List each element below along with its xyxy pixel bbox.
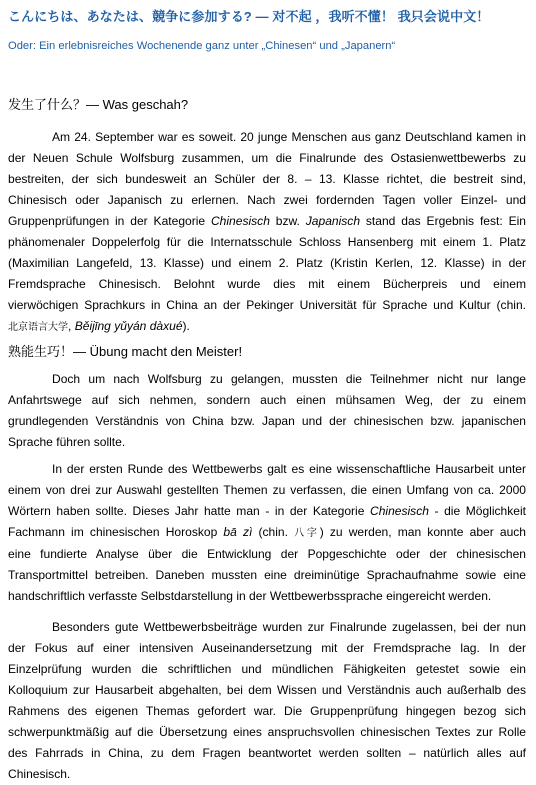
subtitle: Oder: Ein erlebnisreiches Wochenende ganz unter „Chinesen“ und „Japanern“ <box>8 40 396 52</box>
text-line: der Neuen Schule Wolfsburg zusammen, um die Finalrunde des Ostasienwettbewerbs zu <box>8 151 526 165</box>
text-line <box>8 211 526 232</box>
text-line: Chinesisch oder Japanisch zu erlernen. Nach zwei fordernden Tagen voller Einzel- und <box>8 193 526 207</box>
cjk-term: 北京语言大学 <box>8 322 68 333</box>
text-line: einem von drei zur Auswahl gestellten Themen zu verfassen, die einen Umfang von ca. 2000 <box>8 483 526 497</box>
text-run: Fachmann im chinesischen Horoskop <box>8 525 224 539</box>
text-run: (chin. <box>252 525 295 539</box>
text-line: Kolloquium zur Hausarbeit abgehalten, bei dem Wissen und Verständnis auch außerhalb des <box>8 683 526 697</box>
section-heading-uebung: 熟能生巧！— Übung macht den Meister! <box>8 344 243 359</box>
text-run: bzw. <box>269 214 306 228</box>
text-run: ). <box>182 319 190 333</box>
text-line: Sprache führen sollte. <box>8 435 126 449</box>
text-line: Chinesisch. <box>8 767 71 781</box>
text-line: phänomenaler Doppelerfolg für die Internatsschule Schloss Hansenberg mit einem 1. Platz <box>8 235 526 249</box>
paragraph-4 <box>8 617 526 785</box>
text-line <box>8 522 526 544</box>
pinyin-term: bā zì <box>223 525 253 539</box>
text-run: - die Möglichkeit <box>428 504 527 518</box>
text-run: Gruppenprüfungen in der Kategorie <box>8 214 211 228</box>
text-line: Anfahrtswege auf sich nehmen, sondern auch einen mühsamen Weg, der zu einem <box>8 393 526 407</box>
italic-term: Chinesisch <box>210 214 270 228</box>
text-line: In der ersten Runde des Wettbewerbs galt es eine wissenschaftliche Hausarbeit unter <box>52 462 526 476</box>
text-run: ) zu werden, man konnte aber auch <box>319 525 527 539</box>
text-line: (Maximilian Langefeld, 13. Klasse) und einem 2. Platz (Kristin Kerlen, 12. Klasse) in der <box>8 256 526 270</box>
pinyin-term: Běijīng yǔyán dàxué <box>74 319 183 333</box>
text-line: Besonders gute Wettbewerbsbeiträge wurden zur Finalrunde zugelassen, bei der nun <box>52 620 526 634</box>
text-line: Fremdsprache Chinesisch. Belohnt wurde dies mit einem Bücherpreis und einem <box>8 277 526 291</box>
section-heading-was-geschah: 发生了什么？— Was geschah? <box>8 97 189 112</box>
text-line: der Fokus auf einer intensiven Auseinandersetzung mit der Fremdsprache lag. In der <box>8 641 526 655</box>
text-line: bestreiten, der sich bundesweit an Schüler der 8. – 13. Klasse richtet, die bestreit sind, <box>8 172 526 186</box>
text-line: Rahmens des eigenen Themas gefordert war. Die Gruppenprüfung hingegen bezog sich <box>8 704 526 718</box>
italic-term: Chinesisch <box>370 504 429 518</box>
text-line: vierwöchigen Sprachkurs in China an der Pekinger Universität für Sprache und Kultur (chin. <box>8 298 526 312</box>
text-line: schwerpunktmäßig auf die Übersetzung eines anspruchsvollen chinesischen Textes zur Rolle <box>8 725 526 739</box>
text-line: grundlegenden Verständnis von China bzw. Japan und der chinesischen bzw. japanischen <box>8 414 526 428</box>
text-line: Transportmittel betreiben. Daneben mussten eine dreiminütige Sprachaufnahme sowie eine <box>8 568 526 582</box>
text-line: Am 24. September war es soweit. 20 junge Menschen aus ganz Deutschland kamen in <box>52 130 526 144</box>
paragraph-3 <box>8 459 526 607</box>
cjk-term: 八字 <box>294 528 320 539</box>
text-run: , <box>68 319 75 333</box>
text-line: Einzelprüfung wurden die schriftlichen und mündlichen Fähigkeiten getestet sowie ein <box>8 662 526 676</box>
text-line: Doch um nach Wolfsburg zu gelangen, mussten die Teilnehmer nicht nur lange <box>52 372 526 386</box>
text-line: des Fahrrads in China, zu dem Fragen beantwortet werden sollten – natürlich alles auf <box>8 746 526 760</box>
text-line: handschriftlich verfasste Selbstdarstellung in der Wettbewerbssprache eingereicht werden. <box>8 589 492 603</box>
italic-term: Japanisch <box>305 214 361 228</box>
paragraph-2 <box>8 369 526 453</box>
text-run: Wörtern haben sollte. Dieses Jahr hatte man - in der Kategorie <box>8 504 370 518</box>
text-line <box>8 501 526 522</box>
text-run: stand das Ergebnis fest: Ein <box>360 214 526 228</box>
text-line: eine fundierte Analyse über die Entwicklung der Popgeschichte oder der chinesischen <box>8 547 526 561</box>
paragraph-1 <box>8 127 526 338</box>
text-line <box>8 316 526 338</box>
headline: こんにちは、あなたは、競争に参加する? — 对不起 ，我听不懂！ 我只会说中文！ <box>8 9 490 24</box>
